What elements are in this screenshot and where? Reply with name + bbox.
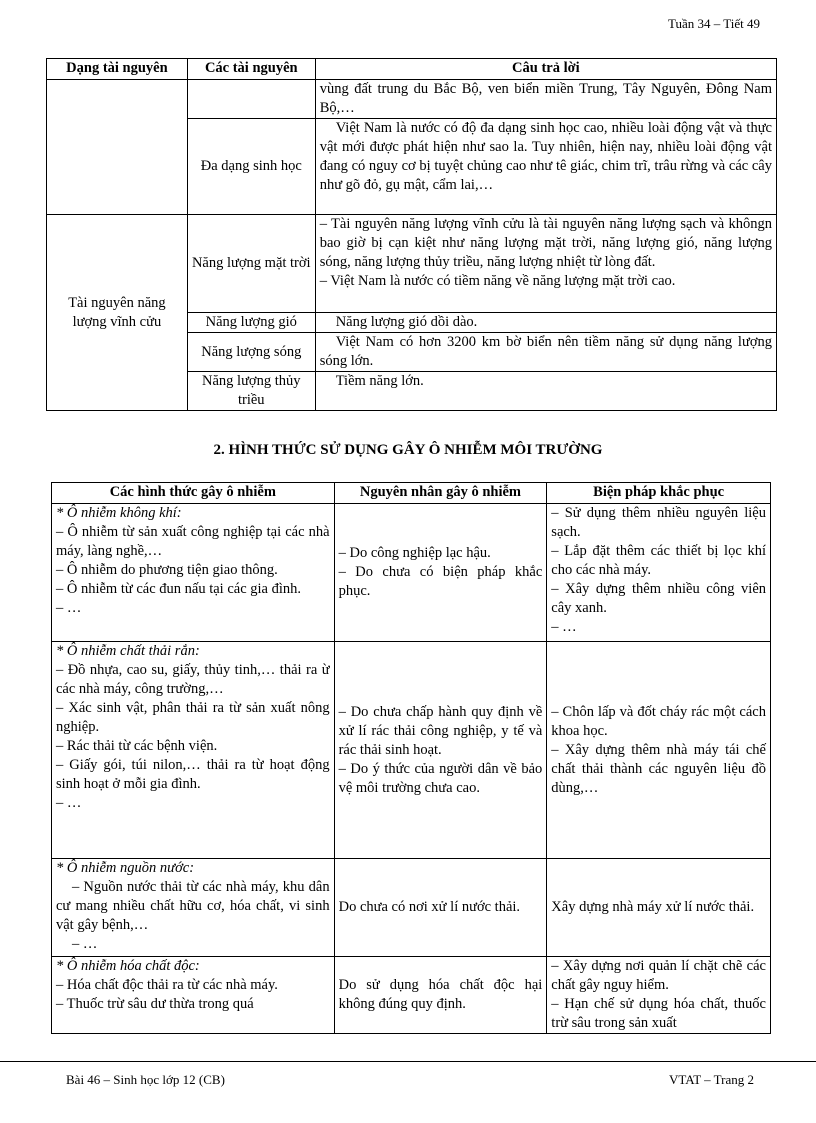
resource-name-cell: Năng lượng sóng: [187, 333, 315, 372]
answer-cell: Tiềm năng lớn.: [315, 372, 776, 411]
form-line: – Đồ nhựa, cao su, giấy, thủy tinh,… thải ra ừ các nhà máy, công trường,…: [56, 662, 330, 697]
pollution-title: * Ô nhiễm nguồn nước:: [56, 860, 195, 876]
resource-name-cell: Năng lượng mặt trời: [187, 215, 315, 313]
answer-cell: Việt Nam có hơn 3200 km bờ biển nên tiềm năng sử dụng năng lượng sóng lớn.: [315, 333, 776, 372]
col-header-resources: Các tài nguyên: [187, 59, 315, 80]
form-line: – Xác sinh vật, phân thải ra từ sản xuất nông nghiệp.: [56, 700, 330, 735]
solution-line: – Xây dựng nơi quản lí chặt chẽ các chất gây nguy hiểm.: [551, 958, 766, 993]
pollution-title: * Ô nhiễm hóa chất độc:: [56, 958, 200, 974]
solution-line: – Chôn lấp và đốt cháy rác một cách khoa học.: [551, 703, 766, 739]
pollution-table: [51, 482, 771, 1034]
footer-divider: [0, 1061, 816, 1062]
page-header-week: Tuần 34 – Tiết 49: [668, 16, 760, 31]
table-row: [52, 504, 771, 642]
col-header-causes: Nguyên nhân gây ô nhiễm: [334, 483, 547, 504]
causes-cell: [334, 642, 547, 859]
resource-name-cell: Năng lượng gió: [187, 313, 315, 333]
form-line: – …: [72, 936, 98, 952]
table-row: [47, 80, 777, 119]
resource-name-cell: Năng lượng thủy triều: [187, 372, 315, 411]
cause-line: – Do công nghiệp lạc hậu.: [338, 545, 491, 561]
answer-line: – Việt Nam là nước có tiềm năng về năng lượng mặt trời cao.: [319, 273, 676, 289]
footer-page: VTAT – Trang 2: [668, 1072, 754, 1087]
form-line: – Hóa chất độc thải ra từ các nhà máy.: [56, 977, 278, 993]
section-title: 2. HÌNH THỨC SỬ DỤNG GÂY Ô NHIỄM MÔI TRƯỜNG: [213, 442, 603, 458]
solution-line: – …: [551, 619, 577, 635]
cause-line: – Do chưa có biện pháp khắc phục.: [338, 564, 543, 599]
table-row: [52, 859, 771, 957]
table-row: [47, 215, 777, 313]
form-line: – Nguồn nước thải từ các nhà máy, khu dân cư mang nhiều chất hữu cơ, hóa chất, vi sinh vật gây bệnh,…: [56, 879, 330, 933]
form-line: – Ô nhiễm từ các đun nấu tại các gia đình.: [56, 581, 302, 597]
cause-line: – Do chưa chấp hành quy định về xử lí rác thải công nghiệp, y tế và rác thải sinh hoạt.: [338, 703, 543, 758]
col-header-resource-type: Dạng tài nguyên: [47, 59, 188, 80]
pollution-table-header: [52, 483, 771, 504]
forms-cell: [52, 642, 335, 859]
causes-cell: Do chưa có nơi xử lí nước thải.: [334, 859, 547, 957]
resource-type-cell: Tài nguyên năng lượng vĩnh cửu: [47, 215, 188, 411]
answer-line: – Tài nguyên năng lượng vĩnh cửu là tài nguyên năng lượng sạch và khôngn bao giờ bị cạn kiệt như năng lượng mặt trời, năng lượng gió, năng lượng sóng, năng lượng thủy triều, năng lượng nhiệt từ lòng đất.: [319, 216, 772, 270]
resource-table-header: [47, 59, 777, 80]
solution-line: – Xây dựng thêm nhiều công viên cây xanh.: [551, 581, 766, 616]
table-row: [52, 642, 771, 859]
answer-cell: vùng đất trung du Bắc Bộ, ven biển miền Trung, Tây Nguyên, Đông Nam Bộ,…: [315, 80, 776, 119]
pollution-title: * Ô nhiễm chất thải rắn:: [56, 643, 200, 659]
causes-cell: Do sử dụng hóa chất độc hại không đúng quy định.: [334, 957, 547, 1034]
causes-cell: [334, 504, 547, 642]
answer-cell: Việt Nam là nước có độ đa dạng sinh học cao, nhiều loài động vật và thực vật mới được phát hiện như sao la. Tuy nhiên, hiện nay, nhiều loài động vật đang có nguy cơ bị tuyệt chủng cao như tê giác, chim trĩ, trâu rừng và các cây như gõ đỏ, gụ mật, cẩm lai,…: [315, 119, 776, 215]
solutions-cell: Xây dựng nhà máy xử lí nước thải.: [547, 859, 771, 957]
solutions-cell: [547, 957, 771, 1034]
forms-cell: [52, 859, 335, 957]
table-row: [52, 957, 771, 1034]
answer-cell: Năng lượng gió dồi dào.: [315, 313, 776, 333]
answer-cell: [315, 215, 776, 313]
solution-line: – Lắp đặt thêm các thiết bị lọc khí cho các nhà máy.: [551, 543, 766, 578]
form-line: – Giấy gói, túi nilon,… thải ra từ hoạt động sinh hoạt ở mỗi gia đình.: [56, 757, 330, 792]
solution-line: – Sử dụng thêm nhiều nguyên liệu sạch.: [551, 505, 766, 540]
solutions-cell: [547, 642, 771, 859]
forms-cell: [52, 504, 335, 642]
col-header-answer: Câu trả lời: [315, 59, 776, 80]
col-header-forms: Các hình thức gây ô nhiễm: [52, 483, 335, 504]
form-line: – Ô nhiễm từ sản xuất công nghiệp tại các nhà máy, làng nghề,…: [56, 524, 330, 559]
form-line: – …: [56, 795, 82, 811]
empty-cell: [187, 80, 315, 119]
forms-cell: [52, 957, 335, 1034]
solution-line: – Xây dựng thêm nhà máy tái chế chất thải thành các nguyên liệu đồ dùng,…: [551, 741, 766, 796]
resource-table: [46, 58, 777, 411]
form-line: – Ô nhiễm do phương tiện giao thông.: [56, 562, 278, 578]
form-line: – …: [56, 600, 82, 616]
cause-line: – Do ý thức của người dân về bảo vệ môi trường chưa cao.: [338, 760, 543, 796]
form-line: – Rác thải từ các bệnh viện.: [56, 738, 218, 754]
footer-lesson: Bài 46 – Sinh học lớp 12 (CB): [66, 1072, 225, 1087]
pollution-title: * Ô nhiễm không khí:: [56, 505, 182, 521]
col-header-solutions: Biện pháp khắc phục: [547, 483, 771, 504]
form-line: – Thuốc trừ sâu dư thừa trong quá: [56, 996, 254, 1012]
solutions-cell: [547, 504, 771, 642]
empty-cell: [47, 80, 188, 215]
resource-name-cell: Đa dạng sinh học: [187, 119, 315, 215]
solution-line: – Hạn chế sử dụng hóa chất, thuốc trừ sâu trong sản xuất: [551, 996, 766, 1031]
